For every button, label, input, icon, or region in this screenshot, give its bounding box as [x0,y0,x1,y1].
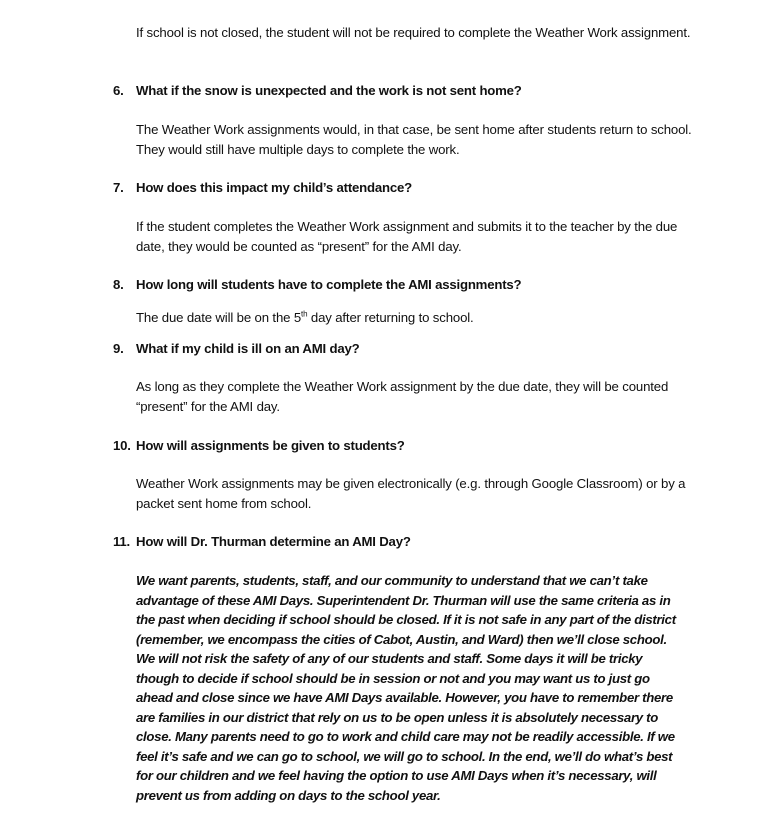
faq-answer-9: As long as they complete the Weather Work assignment by the due date, they will be counted “present” for the AMI day. [136,379,669,414]
question-text: How will Dr. Thurman determine an AMI Day? [136,534,411,549]
faq-answer-7: If the student completes the Weather Work assignment and submits it to the teacher by the due date, they would be counted as “present” for the AMI day. [136,219,678,254]
faq-answer-8 [136,308,696,328]
faq-question-9 [113,339,703,359]
faq-answer-6: The Weather Work assignments would, in that case, be sent home after students return to school. They would still have multiple days to complete the work. [136,122,692,157]
question-text: How does this impact my child’s attendance? [136,180,412,195]
faq-question-6 [113,81,703,101]
question-number: 6. [113,83,124,98]
ordinal-superscript: th [301,309,308,319]
question-number: 11. [113,534,131,549]
faq-question-10 [113,436,703,456]
question-number: 7. [113,180,124,195]
question-text: What if the snow is unexpected and the work is not sent home? [136,83,522,98]
answer-text: The due date will be on the 5 [136,310,302,325]
faq-question-11 [113,532,703,552]
question-number: 10. [113,438,131,453]
question-text: How will assignments be given to students? [136,438,405,453]
question-number: 8. [113,277,124,292]
question-number: 9. [113,341,124,356]
faq-answer-10: Weather Work assignments may be given electronically (e.g. through Google Classroom) or by a packet sent home from school. [136,476,686,511]
faq-question-8 [113,275,703,295]
faq-question-7 [113,178,703,198]
intro-paragraph: If school is not closed, the student will not be required to complete the Weather Work assignment. [136,25,691,40]
question-text: How long will students have to complete the AMI assignments? [136,277,522,292]
answer-text: day after returning to school. [307,310,474,325]
faq-answer-11: We want parents, students, staff, and our community to understand that we can’t take advantage of these AMI Days. Superintendent Dr. Thurman will use the same criteria as in the past when deciding if school should be closed. If it is not safe in any part of the district (remember, we encompass the cities of Cabot, Austin, and Ward) then we’ll close school. We will not risk the safety of any of our students and staff. Some days it will be tricky though to decide if school should be in session or not and you may want us to just go ahead and close since we have AMI Days available. However, you have to remember there are families in our district that rely on us to be open unless it is absolutely necessary to close. Many parents need to go to work and child care may not be readily accessible. If we feel it’s safe and we can go to school, we will go to school. In the end, we’ll do what’s best for our children and we feel having the option to use AMI Days when it’s necessary, will prevent us from adding on days to the school year. [136,573,676,803]
question-text: What if my child is ill on an AMI day? [136,341,360,356]
